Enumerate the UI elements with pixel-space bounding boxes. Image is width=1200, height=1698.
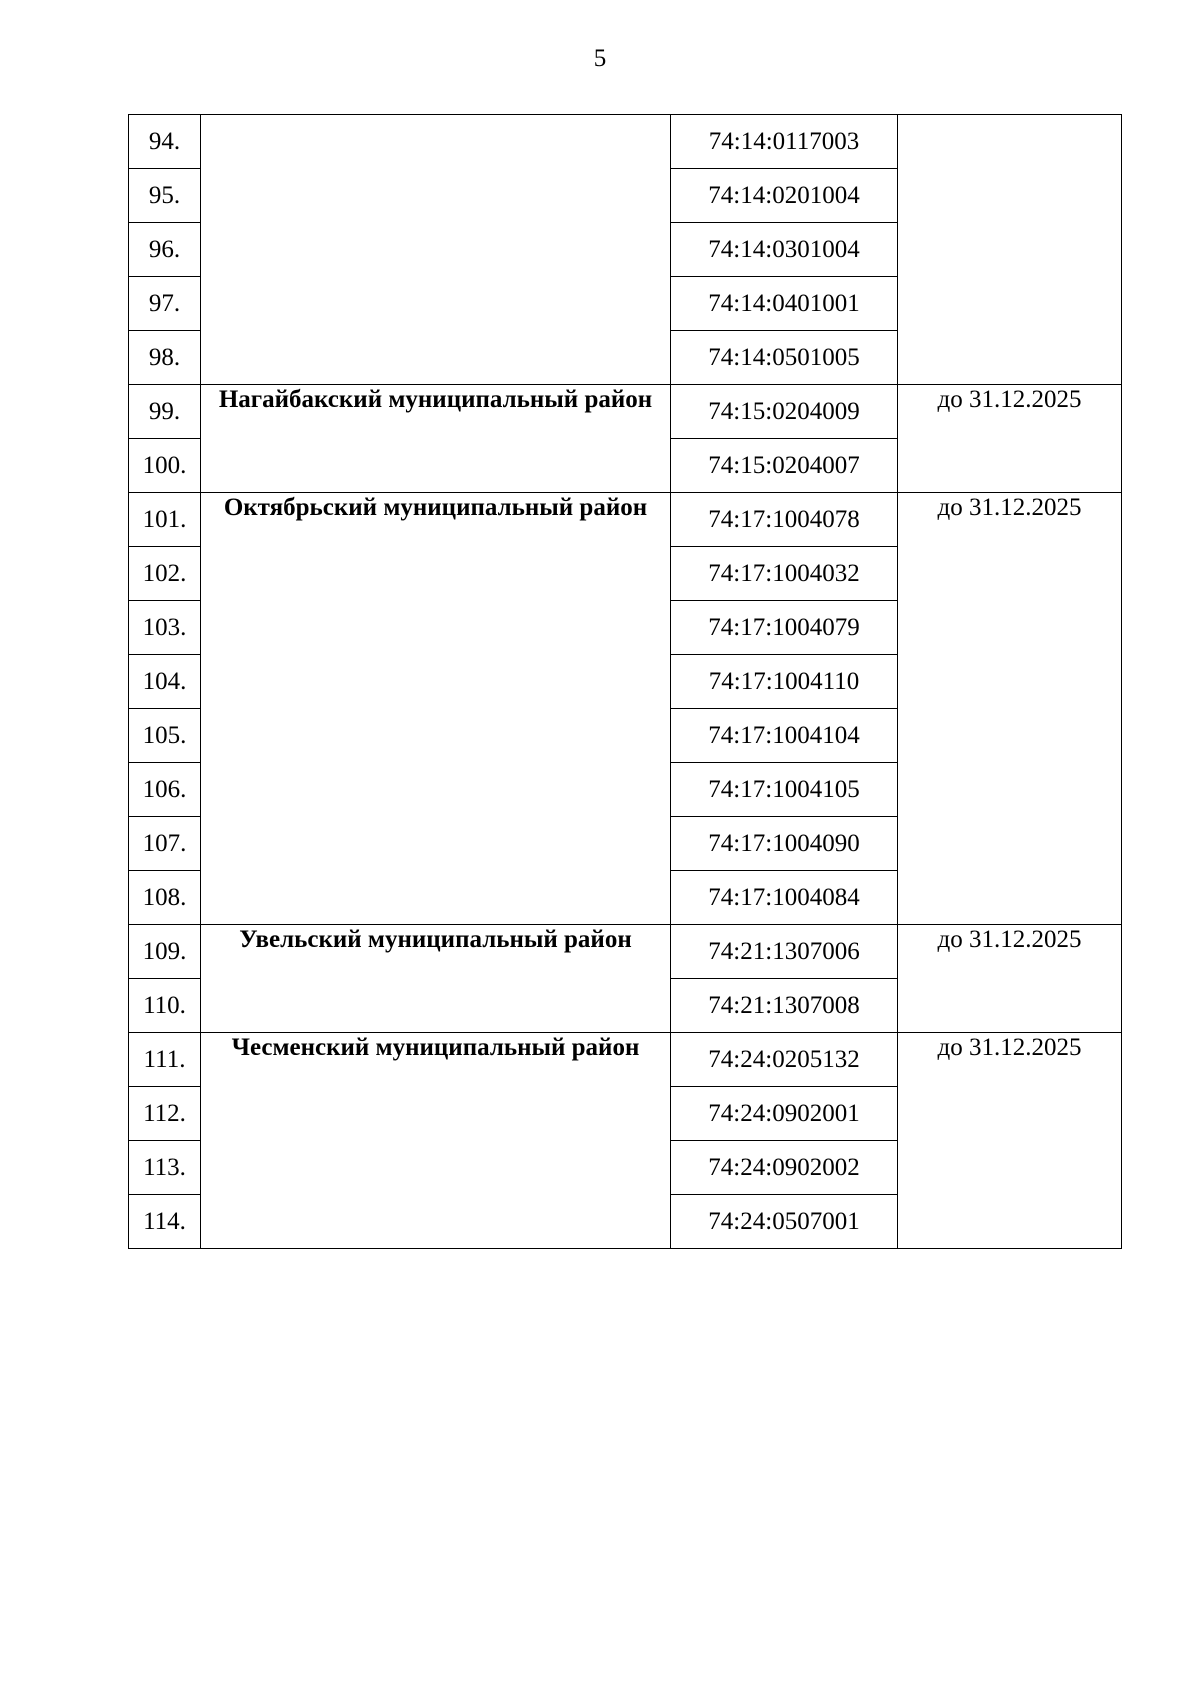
row-number: 98. [129,331,201,385]
deadline: до 31.12.2025 [898,385,1122,493]
row-number: 105. [129,709,201,763]
cadastral-number: 74:17:1004084 [671,871,898,925]
row-number: 103. [129,601,201,655]
table-row [129,925,1122,979]
page-number: 5 [593,45,607,72]
row-number: 102. [129,547,201,601]
table-body [129,115,1122,1249]
row-number: 111. [129,1033,201,1087]
row-number: 95. [129,169,201,223]
cadastral-number: 74:17:1004104 [671,709,898,763]
cadastral-number: 74:14:0201004 [671,169,898,223]
deadline: до 31.12.2025 [898,493,1122,925]
row-number: 110. [129,979,201,1033]
row-number: 112. [129,1087,201,1141]
deadline [898,115,1122,385]
cadastral-number: 74:15:0204007 [671,439,898,493]
table-row [129,385,1122,439]
district-name: Октябрьский муниципальный район [201,493,671,925]
cadastral-number: 74:14:0301004 [671,223,898,277]
cadastral-quarters-table [128,114,1122,1249]
row-number: 97. [129,277,201,331]
table-row [129,1033,1122,1087]
cadastral-number: 74:21:1307008 [671,979,898,1033]
row-number: 94. [129,115,201,169]
row-number: 104. [129,655,201,709]
cadastral-number: 74:14:0401001 [671,277,898,331]
deadline: до 31.12.2025 [898,1033,1122,1249]
cadastral-number: 74:24:0902002 [671,1141,898,1195]
cadastral-number: 74:17:1004110 [671,655,898,709]
cadastral-number: 74:24:0902001 [671,1087,898,1141]
row-number: 113. [129,1141,201,1195]
row-number: 107. [129,817,201,871]
cadastral-number: 74:17:1004090 [671,817,898,871]
table-row [129,115,1122,169]
table-row [129,493,1122,547]
cadastral-number: 74:17:1004105 [671,763,898,817]
cadastral-number: 74:17:1004078 [671,493,898,547]
cadastral-number: 74:21:1307006 [671,925,898,979]
cadastral-number: 74:24:0205132 [671,1033,898,1087]
row-number: 108. [129,871,201,925]
district-name [201,115,671,385]
district-name: Увельский муниципальный район [201,925,671,1033]
cadastral-number: 74:24:0507001 [671,1195,898,1249]
row-number: 100. [129,439,201,493]
district-name: Нагайбакский муниципальный район [201,385,671,493]
cadastral-number: 74:15:0204009 [671,385,898,439]
cadastral-number: 74:14:0501005 [671,331,898,385]
row-number: 109. [129,925,201,979]
row-number: 114. [129,1195,201,1249]
row-number: 96. [129,223,201,277]
deadline: до 31.12.2025 [898,925,1122,1033]
row-number: 101. [129,493,201,547]
cadastral-number: 74:17:1004032 [671,547,898,601]
row-number: 106. [129,763,201,817]
cadastral-number: 74:14:0117003 [671,115,898,169]
cadastral-number: 74:17:1004079 [671,601,898,655]
district-name: Чесменский муниципальный район [201,1033,671,1249]
row-number: 99. [129,385,201,439]
